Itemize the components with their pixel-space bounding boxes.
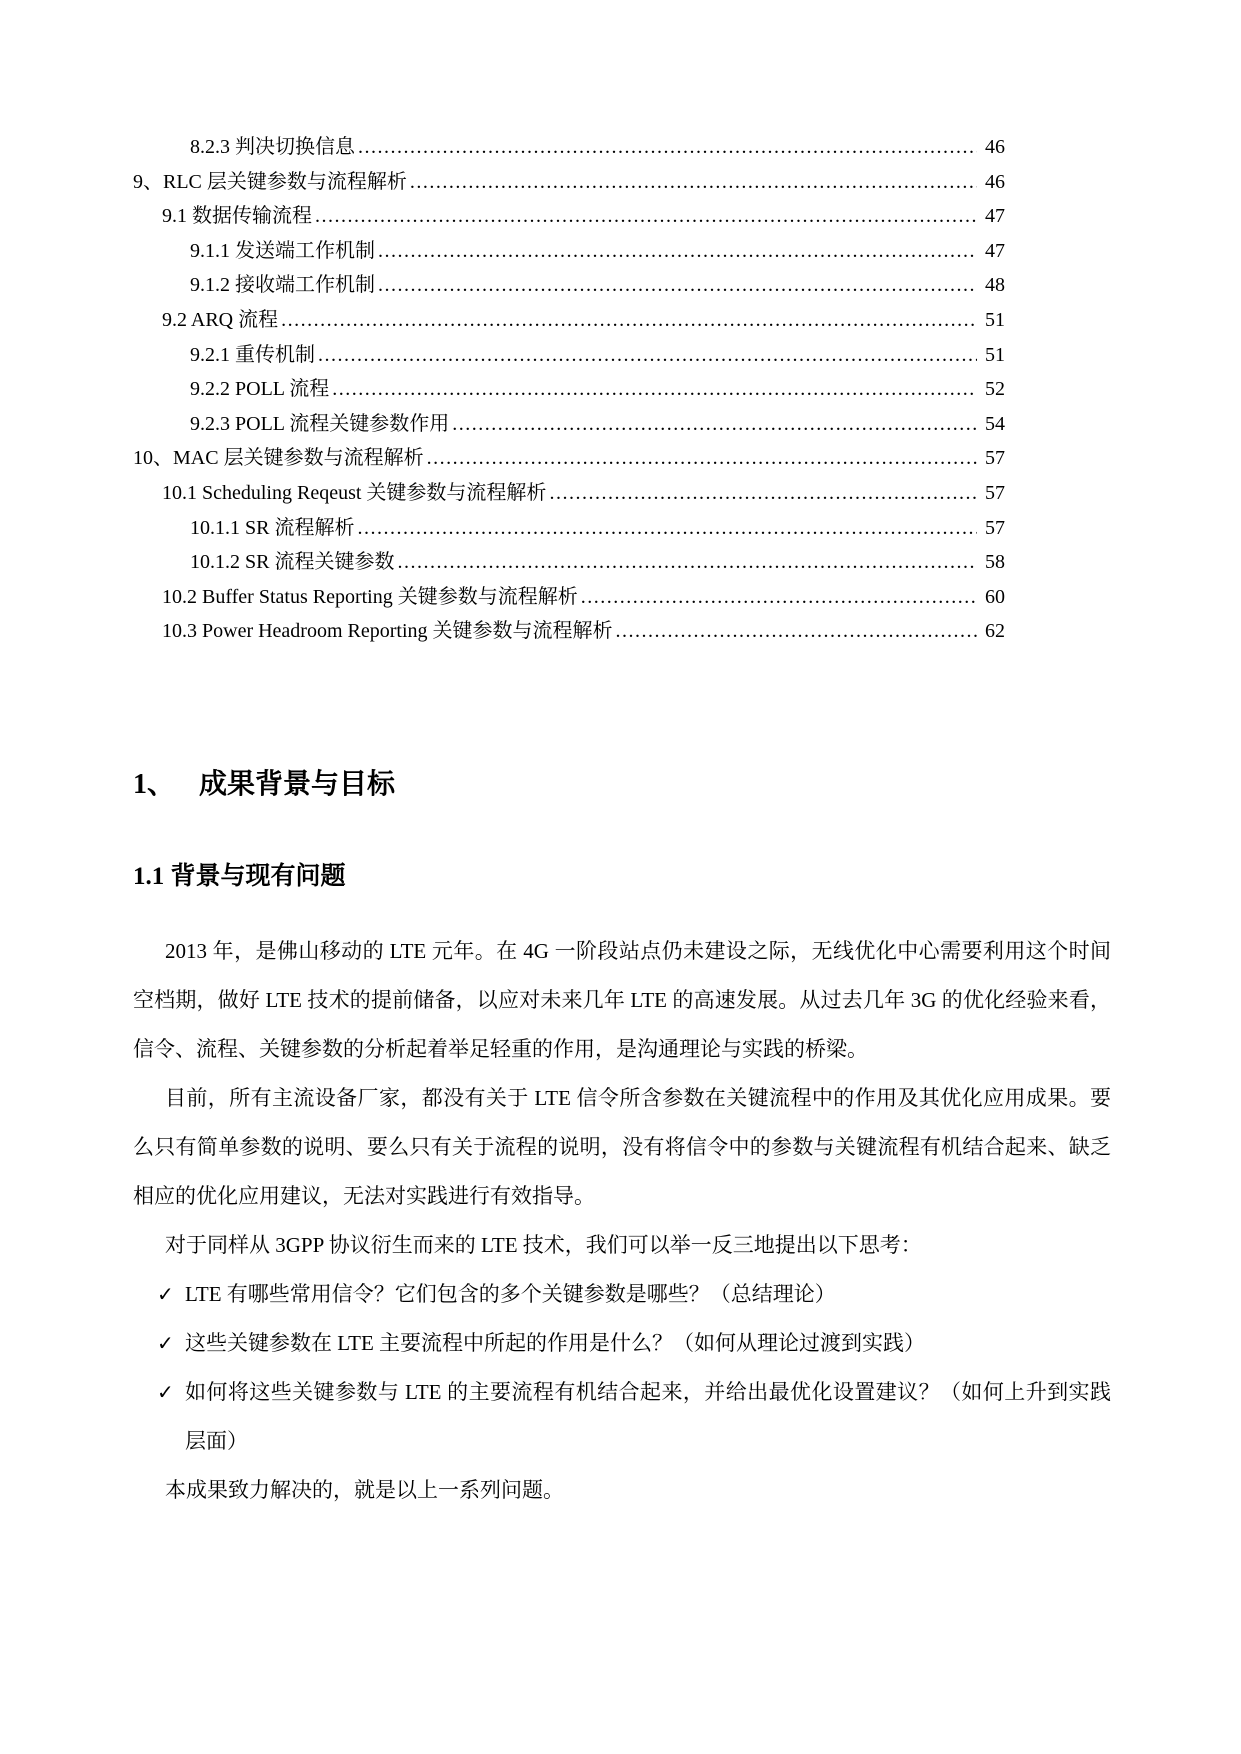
toc-entry-title: 10、MAC 层关键参数与流程解析: [133, 447, 424, 470]
toc-entry-title: 10.3 Power Headroom Reporting 关键参数与流程解析: [162, 620, 613, 643]
toc-entry[interactable]: [133, 614, 1005, 649]
toc-page-number: 46: [985, 170, 1005, 193]
list-item-text: 如何将这些关键参数与 LTE 的主要流程有机结合起来，并给出最优化设置建议？（如何上升到实践层面）: [185, 1380, 1111, 1453]
toc-entry[interactable]: [133, 268, 1005, 303]
bullet-list: [133, 1270, 1111, 1466]
toc-entry[interactable]: [133, 338, 1005, 373]
list-item-text: LTE 有哪些常用信令？它们包含的多个关键参数是哪些？（总结理论）: [185, 1282, 836, 1306]
toc-page-number: 60: [985, 585, 1005, 608]
toc-dot-leader: [378, 240, 977, 263]
toc-dot-leader: [318, 344, 977, 367]
paragraph-closing: 本成果致力解决的，就是以上一系列问题。: [165, 1478, 564, 1502]
toc-dot-leader: [281, 309, 977, 332]
toc-dot-leader: [616, 620, 977, 643]
toc-entry[interactable]: [133, 441, 1005, 476]
toc-entry[interactable]: [133, 545, 1005, 580]
toc-dot-leader: [315, 205, 977, 228]
toc-entry-title: 10.1 Scheduling Reqeust 关键参数与流程解析: [162, 481, 547, 504]
toc-page-number: 48: [985, 274, 1005, 297]
paragraph-background: 2013 年，是佛山移动的 LTE 元年。在 4G 一阶段站点仍未建设之际，无线优化中心需要利用这个时间空档期，做好 LTE 技术的提前储备，以应对未来几年 LTE 的高速发展。从过去几年 3G 的优化经验来看，信令、流程、关键参数的分析起着举足轻重的作用，是沟通理论与实践的桥梁。: [133, 939, 1111, 1061]
toc-page-number: 58: [985, 551, 1005, 574]
toc-dot-leader: [452, 413, 977, 436]
toc-entry[interactable]: [133, 511, 1005, 546]
toc-entry-title: 8.2.3 判决切换信息: [190, 136, 355, 158]
list-item-text: 这些关键参数在 LTE 主要流程中所起的作用是什么？（如何从理论过渡到实践）: [185, 1331, 926, 1355]
toc-dot-leader: [378, 274, 977, 297]
checkmark-icon: ✓: [157, 1331, 174, 1355]
toc-entry[interactable]: [133, 199, 1005, 234]
toc-entry[interactable]: [133, 234, 1005, 269]
toc-entry-title: 10.1.1 SR 流程解析: [190, 516, 355, 539]
toc-entry-title: 9、RLC 层关键参数与流程解析: [133, 170, 407, 193]
toc-entry[interactable]: [133, 165, 1005, 200]
toc-entry[interactable]: [133, 372, 1005, 407]
toc-page-number: 51: [985, 343, 1005, 366]
toc-entry-title: 9.2.1 重传机制: [190, 343, 315, 366]
list-item: [133, 1270, 1111, 1319]
toc-entry[interactable]: [133, 130, 1005, 165]
toc-entry-title: 10.1.2 SR 流程关键参数: [190, 551, 395, 574]
toc-page-number: 46: [985, 136, 1005, 158]
toc-page-number: 54: [985, 412, 1005, 435]
checkmark-icon: ✓: [157, 1282, 174, 1306]
toc-entry-title: 9.1.1 发送端工作机制: [190, 239, 375, 262]
toc-entry[interactable]: [133, 476, 1005, 511]
toc-dot-leader: [357, 517, 977, 540]
paragraph-questions-intro: 对于同样从 3GPP 协议衍生而来的 LTE 技术，我们可以举一反三地提出以下思考：: [165, 1233, 922, 1257]
toc-page-number: 57: [985, 516, 1005, 539]
section-heading: [133, 762, 395, 802]
subsection-heading: 1.1 背景与现有问题: [133, 863, 346, 890]
toc-entry-title: 9.2.3 POLL 流程关键参数作用: [190, 412, 450, 435]
toc-dot-leader: [332, 378, 977, 401]
toc-dot-leader: [358, 136, 977, 159]
toc-entry[interactable]: [133, 580, 1005, 615]
toc-entry[interactable]: [133, 407, 1005, 442]
table-of-contents: [133, 130, 1005, 649]
list-item: [133, 1319, 1111, 1368]
toc-page-number: 52: [985, 378, 1005, 401]
toc-entry-title: 9.1 数据传输流程: [162, 205, 312, 228]
body-text: [133, 927, 1111, 1515]
toc-page-number: 47: [985, 239, 1005, 262]
toc-entry-title: 9.2 ARQ 流程: [162, 308, 279, 331]
toc-dot-leader: [427, 447, 977, 470]
toc-entry-title: 9.2.2 POLL 流程: [190, 378, 330, 401]
paragraph-problems: 目前，所有主流设备厂家，都没有关于 LTE 信令所含参数在关键流程中的作用及其优化应用成果。要么只有简单参数的说明、要么只有关于流程的说明，没有将信令中的参数与关键流程有机结合起来、缺乏相应的优化应用建议，无法对实践进行有效指导。: [133, 1086, 1111, 1208]
toc-dot-leader: [581, 586, 977, 609]
toc-dot-leader: [410, 171, 977, 194]
toc-entry-title: 10.2 Buffer Status Reporting 关键参数与流程解析: [162, 585, 578, 608]
list-item: [133, 1368, 1111, 1466]
toc-page-number: 51: [985, 308, 1005, 331]
toc-entry[interactable]: [133, 303, 1005, 338]
toc-dot-leader: [549, 482, 977, 505]
section-title: 成果背景与目标: [199, 769, 396, 800]
toc-page-number: 47: [985, 205, 1005, 228]
toc-page-number: 57: [985, 447, 1005, 470]
toc-entry-title: 9.1.2 接收端工作机制: [190, 274, 375, 297]
section-number: 1、: [133, 769, 176, 800]
toc-dot-leader: [397, 551, 977, 574]
checkmark-icon: ✓: [157, 1380, 174, 1404]
toc-page-number: 62: [985, 620, 1005, 643]
toc-page-number: 57: [985, 481, 1005, 504]
